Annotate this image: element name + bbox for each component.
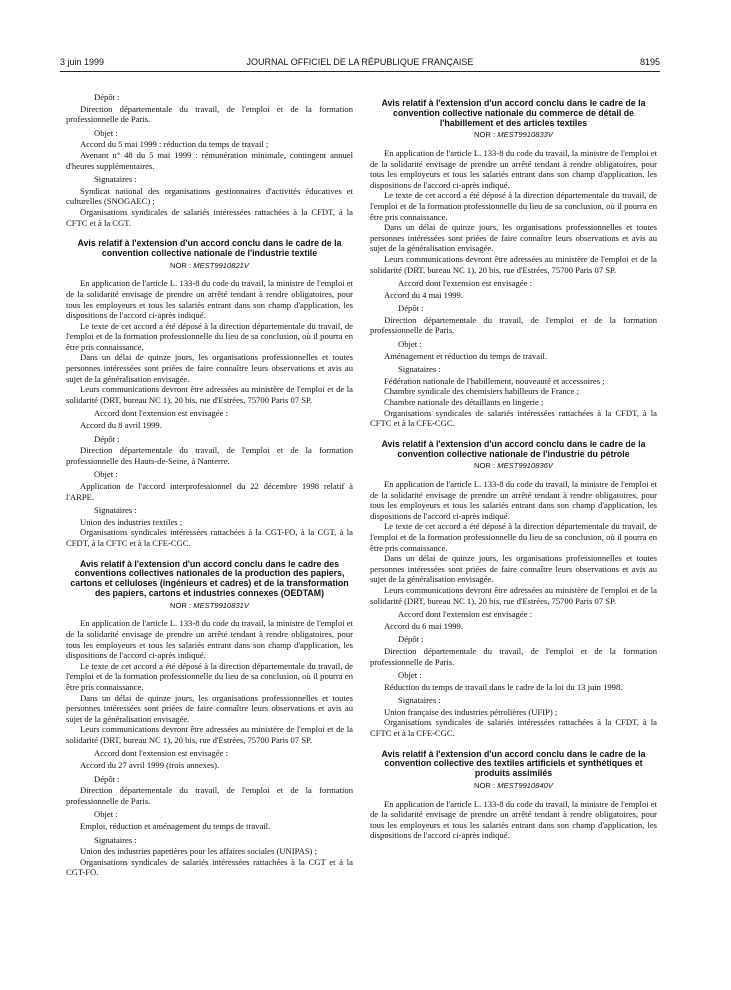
nor-reference: NOR : MESТ9910833V xyxy=(474,130,553,140)
nor-reference: NOR : MESТ9910836V xyxy=(474,461,553,471)
right-column xyxy=(370,99,657,841)
notice-paragraph: Leurs communications devront être adressées au ministère de l'emploi et de la solidarité (DRT, bureau NC 1), 20 bis, rue d'Estrées, 75700 Paris 07 SP. xyxy=(66,724,353,745)
objet-text: Emploi, réduction et aménagement du temps de travail. xyxy=(80,821,271,832)
notice-paragraph: Dans un délai de quinze jours, les organisations professionnelles et toutes personnes intéressées sont priées de faire connaître leurs observations et avis au sujet de la généralisation envisagée. xyxy=(66,352,353,384)
notice-paragraph: Leurs communications devront être adressées au ministère de l'emploi et de la solidarité (DRT, bureau NC 1), 20 bis, rue d'Estrées, 75700 Paris 07 SP. xyxy=(370,253,657,275)
notice-paragraph: Dans un délai de quinze jours, les organisations professionnelles et toutes personnes intéressées sont priées de faire connaître leurs observations et avis au sujet de la généralisation envisagée. xyxy=(66,692,353,724)
notice-paragraph: Le texte de cet accord a été déposé à la direction départementale du travail, de l'emploi et de la formation professionnelle du lieu de sa conclusion, où il pourra en être pris connaissance. xyxy=(370,521,657,553)
signataires-label: Signataires : xyxy=(94,174,137,185)
notice-paragraph: Leurs communications devront être adressées au ministère de l'emploi et de la solidarité (DRT, bureau NC 1), 20 bis, rue d'Estrées, 75700 Paris 07 SP. xyxy=(370,584,657,606)
notice-title: Avis relatif à l'extension d'un accord conclu dans le cadre de la convention collective nationale du commerce de détail de l'habillement et des articles textiles xyxy=(381,98,646,128)
extension-label: Accord dont l'extension est envisagée : xyxy=(398,609,532,620)
notice-paragraph: Leurs communications devront être adressées au ministère de l'emploi et de la solidarité (DRT, bureau NC 1), 20 bis, rue d'Estrées, 75700 Paris 07 SP. xyxy=(66,384,353,405)
depot-label: Dépôt : xyxy=(94,92,120,102)
notice-title: Avis relatif à l'extension d'un accord conclu dans le cadre de la convention collective nationale de l'industrie textile xyxy=(77,238,342,258)
depot-label: Dépôt : xyxy=(94,773,120,784)
notice-section xyxy=(370,99,657,429)
objet-label: Objet : xyxy=(94,469,118,480)
depot-text: Direction départementale du travail, de l'emploi et de la formation professionnelle de Paris. xyxy=(370,314,657,336)
objet-label: Objet : xyxy=(398,670,422,681)
objet-label: Objet : xyxy=(398,339,422,350)
notice-paragraph: En application de l'article L. 133-8 du code du travail, la ministre de l'emploi et de la solidarité envisage de prendre un arrêté tendant à rendre obligatoires, pour tous les employeurs et tous les salariés entrant dans son champ d'application, les dispositions de l'accord ci-après indiqué. xyxy=(370,798,657,841)
extension-label: Accord dont l'extension est envisagée : xyxy=(94,748,228,759)
extension-label: Accord dont l'extension est envisagée : xyxy=(398,278,532,289)
extension-text: Accord du 4 mai 1999. xyxy=(384,289,463,300)
nor-reference: NOR : MESТ9910821V xyxy=(170,260,249,270)
extension-text: Accord du 27 avril 1999 (trois annexes). xyxy=(80,760,220,771)
signataire-item: Organisations syndicales de salariés intéressées rattachées à la CFDT, à la CFTC et à la CFE-CGC. xyxy=(370,407,657,429)
nor-reference: NOR : MESТ9910831V xyxy=(170,600,249,610)
signataires-label: Signataires : xyxy=(94,834,137,845)
notice-paragraph: Le texte de cet accord a été déposé à la direction départementale du travail, de l'emploi et de la formation professionnelle du lieu de sa conclusion, où il pourra en être pris connaissance. xyxy=(66,660,353,692)
depot-text: Direction départementale du travail, de l'emploi et de la formation professionnelle de Paris. xyxy=(66,103,353,125)
objet-text: Avenant n° 48 du 5 mai 1999 : rémunération minimale, contingent annuel d'heures supplémentaires. xyxy=(66,149,353,171)
signataire-item: Union des industries textiles ; xyxy=(80,516,183,527)
notice-section xyxy=(370,440,657,739)
notice-title: Avis relatif à l'extension d'un accord conclu dans le cadre de la convention collective nationale de l'industrie du pétrole xyxy=(381,438,646,459)
signataires-label: Signataires : xyxy=(398,695,441,706)
header-date: 3 juin 1999 xyxy=(60,57,105,67)
extension-label: Accord dont l'extension est envisagée : xyxy=(94,408,228,419)
notice-title: Avis relatif à l'extension d'un accord conclu dans le cadre des conventions collectives nationales de la production des papiers, cartons et celluloses (ingénieurs et cadres) et de la transformation des papiers, cartons et industries connexes (OEDTAM) xyxy=(70,558,349,598)
notice-paragraph: En application de l'article L. 133-8 du code du travail, la ministre de l'emploi et de la solidarité envisage de prendre un arrêté tendant à rendre obligatoires, pour tous les employeurs et tous les salariés entrant dans son champ d'application, les dispositions de l'accord ci-après indiqué. xyxy=(370,479,657,521)
notice-section xyxy=(66,239,353,548)
depot-label: Dépôt : xyxy=(398,634,424,645)
header-rule xyxy=(60,71,660,72)
signataire-item: Syndicat national des organisations gestionnaires d'activités éducatives et culturelles (SNOGAEC) ; xyxy=(66,185,353,207)
depot-label: Dépôt : xyxy=(398,303,424,314)
header-page-number: 8195 xyxy=(639,57,660,67)
notice-paragraph: Dans un délai de quinze jours, les organisations professionnelles et toutes personnes intéressées sont priées de faire connaître leurs observations et avis au sujet de la généralisation envisagée. xyxy=(370,553,657,585)
signataires-label: Signataires : xyxy=(94,505,137,516)
extension-text: Accord du 8 avril 1999. xyxy=(80,420,162,431)
signataire-item: Union des industries papetières pour les affaires sociales (UNIPAS) ; xyxy=(80,846,317,857)
objet-text: Aménagement et réduction du temps de travail. xyxy=(384,350,547,361)
notice-paragraph: En application de l'article L. 133-8 du code du travail, la ministre de l'emploi et de la solidarité envisage de prendre un arrêté tendant à rendre obligatoires, pour tous les employeurs et tous les salariés entrant dans son champ d'application, les dispositions de l'accord ci-après indiqué. xyxy=(66,278,353,321)
signataire-item: Organisations syndicales de salariés intéressées rattachées à la CFDT, à la CFTC et à la CGT. xyxy=(66,206,353,228)
objet-label: Objet : xyxy=(94,127,118,138)
notice-section xyxy=(370,750,657,841)
page-header xyxy=(60,57,660,69)
notice-title: Avis relatif à l'extension d'un accord conclu dans le cadre de la convention collective des textiles artificiels et synthétiques et produits assimilés xyxy=(381,748,646,779)
objet-label: Objet : xyxy=(94,809,118,820)
notice-section xyxy=(66,560,353,878)
signataire-item: Organisations syndicales de salariés intéressées rattachées à la CFDT, à la CFTC et à la CFE-CGC. xyxy=(370,717,657,739)
signataire-item: Organisations syndicales intéressées rattachées à la CGT-FO, à la CGT, à la CFDT, à la CFTC et à la CFE-CGC. xyxy=(66,527,353,548)
notice-paragraph: En application de l'article L. 133-8 du code du travail, la ministre de l'emploi et de la solidarité envisage de prendre un arrêté tendant à rendre obligatoires, pour tous les employeurs et tous les salariés entrant dans son champ d'application, les dispositions de l'accord ci-après indiqué. xyxy=(66,618,353,661)
notice-paragraph: Le texte de cet accord a été déposé à la direction départementale du travail, de l'emploi et de la formation professionnelle du lieu de sa conclusion, où il pourra en être pris connaissance. xyxy=(66,320,353,352)
depot-label: Dépôt : xyxy=(94,433,120,444)
notice-paragraph: Le texte de cet accord a été déposé à la direction départementale du travail, de l'emploi et de la formation professionnelle du lieu de sa conclusion, où il pourra en être pris connaissance. xyxy=(370,190,657,222)
left-column xyxy=(66,92,353,878)
nor-reference: NOR : MESТ9910840V xyxy=(474,781,553,791)
depot-text: Direction départementale du travail, de l'emploi et de la formation professionnelle de Paris. xyxy=(66,785,353,806)
signataire-item: Chambre syndicale des chemisiers habilleurs de France ; xyxy=(384,386,579,397)
objet-text: Application de l'accord interprofessionnel du 22 décembre 1998 relatif à l'ARPE. xyxy=(66,481,353,502)
signataire-item: Union française des industries pétrolières (UFIP) ; xyxy=(384,706,558,717)
depot-text: Direction départementale du travail, de l'emploi et de la formation professionnelle des Hauts-de-Seine, à Nanterre. xyxy=(66,445,353,466)
notice-paragraph: Dans un délai de quinze jours, les organisations professionnelles et toutes personnes intéressées sont priées de faire connaître leurs observations et avis au sujet de la généralisation envisagée. xyxy=(370,222,657,254)
depot-text: Direction départementale du travail, de l'emploi et de la formation professionnelle de Paris. xyxy=(370,645,657,667)
objet-text: Accord du 5 mai 1999 : réduction du temps de travail ; xyxy=(80,139,269,150)
objet-text: Réduction du temps de travail dans le cadre de la loi du 13 juin 1998. xyxy=(384,681,623,692)
header-journal-title: JOURNAL OFFICIEL DE LA RÉPUBLIQUE FRANÇAISE xyxy=(246,57,474,67)
signataire-item: Fédération nationale de l'habillement, nouveauté et accessoires ; xyxy=(384,375,605,386)
signataire-item: Chambre nationale des détaillants en lingerie ; xyxy=(384,397,544,408)
notice-paragraph: En application de l'article L. 133-8 du code du travail, la ministre de l'emploi et de la solidarité envisage de prendre un arrêté tendant à rendre obligatoires, pour tous les employeurs et tous les salariés entrant dans son champ d'application, les dispositions de l'accord ci-après indiqué. xyxy=(370,147,657,190)
signataire-item: Organisations syndicales de salariés intéressées rattachées à la CGT et à la CGT-FO. xyxy=(66,856,353,878)
extension-text: Accord du 6 mai 1999. xyxy=(384,620,463,631)
signataires-label: Signataires : xyxy=(398,364,441,375)
